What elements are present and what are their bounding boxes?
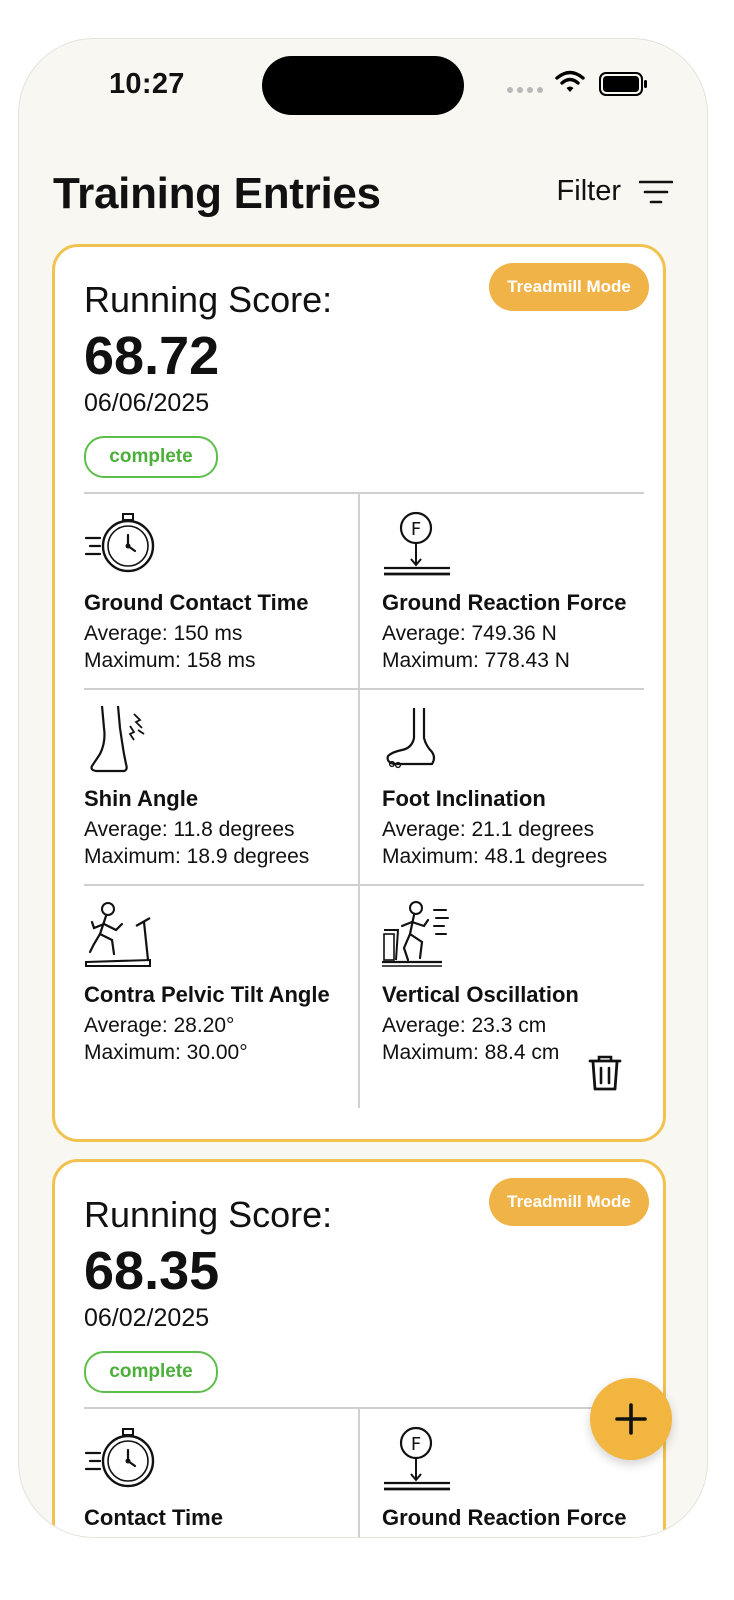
add-entry-button[interactable] <box>590 1378 672 1460</box>
force-icon <box>380 508 456 578</box>
metric-maximum: Maximum: 48.1 degrees <box>382 845 608 868</box>
score-value: 68.35 <box>84 1241 220 1301</box>
metric-title: Vertical Oscillation <box>382 982 579 1007</box>
status-badge: complete <box>84 436 218 478</box>
metric-title: Contact Time <box>84 1505 223 1530</box>
metric-title: Foot Inclination <box>382 786 546 811</box>
mode-badge: Treadmill Mode <box>489 263 649 311</box>
score-label: Running Score: <box>84 279 333 320</box>
metric-maximum: Maximum: 88.4 cm <box>382 1041 560 1064</box>
metric-vertical-oscillation <box>360 884 644 1108</box>
metric-maximum: Maximum: 158 ms <box>84 649 256 672</box>
wifi-icon <box>555 70 585 94</box>
svg-text:F: F <box>410 519 422 540</box>
signal-dots-icon <box>507 87 543 93</box>
training-entry-card[interactable] <box>52 244 666 1142</box>
metric-shin-angle <box>84 688 360 884</box>
foot-icon <box>380 704 456 774</box>
runner-speed-icon <box>380 900 456 970</box>
metric-maximum: Maximum: 18.9 degrees <box>84 845 310 868</box>
metrics-grid <box>84 1407 644 1538</box>
metric-average: Average: 11.8 degrees <box>84 818 295 841</box>
dynamic-island <box>262 56 464 115</box>
entry-date: 06/02/2025 <box>84 1304 210 1332</box>
filter-icon <box>639 179 673 205</box>
metric-average: Average: 749.36 N <box>382 622 557 645</box>
metric-title: Ground Reaction Force <box>382 590 627 615</box>
battery-icon <box>599 72 649 96</box>
status-time: 10:27 <box>109 68 185 100</box>
metric-ground-reaction-force <box>360 492 644 688</box>
page-header <box>53 169 673 225</box>
entry-date: 06/06/2025 <box>84 389 210 417</box>
metric-average: Average: 23.3 cm <box>382 1014 547 1037</box>
status-icons <box>507 70 657 100</box>
leg-icon <box>84 704 160 774</box>
status-badge: complete <box>84 1351 218 1393</box>
treadmill-runner-icon <box>84 900 160 970</box>
metric-maximum: Maximum: 778.43 N <box>382 649 570 672</box>
metric-title: Ground Contact Time <box>84 590 309 615</box>
metric-contra-pelvic-tilt-angle <box>84 884 360 1108</box>
metric-average: Average: 28.20° <box>84 1014 235 1037</box>
filter-button[interactable] <box>557 175 673 208</box>
score-value: 68.72 <box>84 326 220 386</box>
mode-badge: Treadmill Mode <box>489 1178 649 1226</box>
score-label: Running Score: <box>84 1194 333 1235</box>
force-icon <box>380 1423 456 1493</box>
metric-average: Average: 21.1 degrees <box>382 818 595 841</box>
stopwatch-icon <box>84 508 160 578</box>
training-entry-card[interactable] <box>52 1159 666 1538</box>
metric-foot-inclination <box>360 688 644 884</box>
metrics-grid <box>84 492 644 1108</box>
trash-icon[interactable] <box>588 1054 622 1092</box>
plus-icon <box>614 1402 648 1436</box>
filter-label: Filter <box>556 175 621 207</box>
metric-title: Contra Pelvic Tilt Angle <box>84 982 330 1007</box>
metric-title: Shin Angle <box>84 786 199 811</box>
metric-maximum: Maximum: 30.00° <box>84 1041 248 1064</box>
phone-screen <box>18 38 708 1538</box>
metric-average: Average: 150 ms <box>84 622 243 645</box>
metric-title: Ground Reaction Force <box>382 1505 627 1530</box>
metric-contact-time <box>84 1407 360 1538</box>
page-title: Training Entries <box>53 169 381 218</box>
metric-ground-contact-time <box>84 492 360 688</box>
stopwatch-icon <box>84 1423 160 1493</box>
svg-text:F: F <box>410 1434 422 1455</box>
